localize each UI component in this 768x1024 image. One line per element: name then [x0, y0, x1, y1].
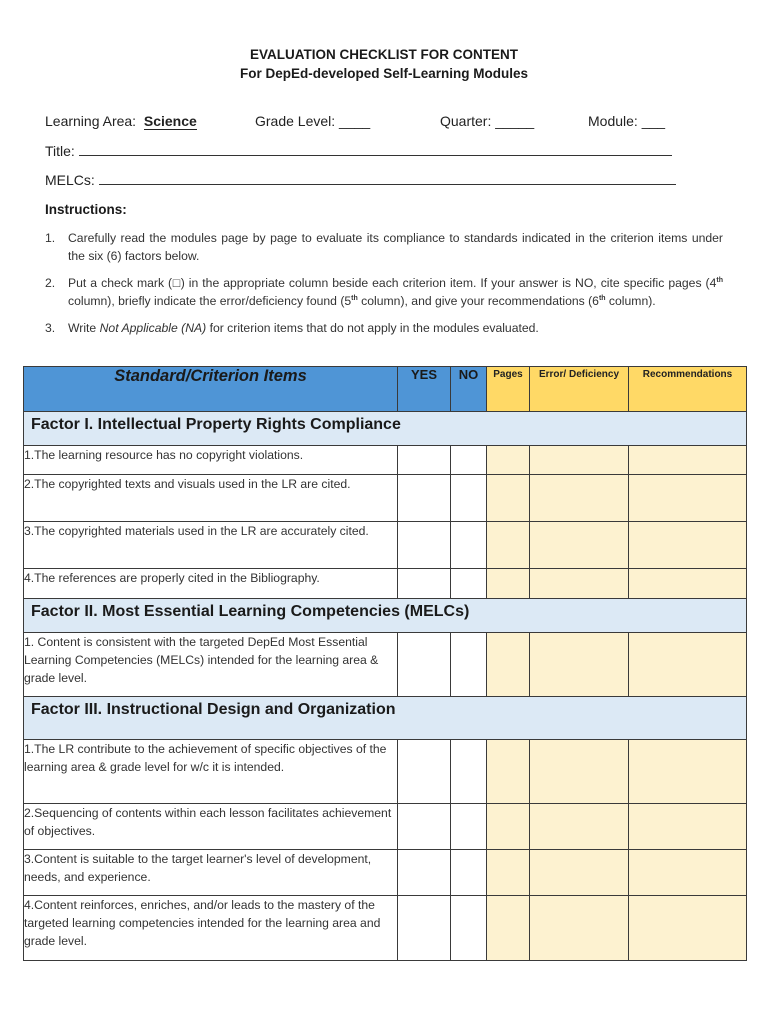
header-pages: Pages	[487, 367, 530, 412]
error-cell[interactable]	[530, 740, 629, 804]
recommendations-cell[interactable]	[629, 804, 747, 850]
melcs-blank-line	[99, 172, 676, 185]
pages-cell[interactable]	[487, 804, 530, 850]
pages-cell[interactable]	[487, 522, 530, 569]
title-field	[45, 143, 672, 159]
criterion-text: 1. Content is consistent with the targeted DepEd Most Essential Learning Competencies (MELCs) intended for the learning area & grade level.	[24, 633, 398, 697]
no-checkbox-cell[interactable]	[451, 522, 487, 569]
error-cell[interactable]	[530, 475, 629, 522]
table-row	[24, 522, 747, 569]
no-checkbox-cell[interactable]	[451, 633, 487, 697]
criterion-text: 3.Content is suitable to the target learner's level of development, needs, and experience.	[24, 850, 398, 896]
instruction-text-post: for criterion items that do not apply in the modules evaluated.	[206, 321, 539, 335]
yes-checkbox-cell[interactable]	[398, 569, 451, 599]
pages-cell[interactable]	[487, 850, 530, 896]
no-checkbox-cell[interactable]	[451, 446, 487, 475]
table-row	[24, 475, 747, 522]
instruction-number: 1.	[45, 231, 56, 245]
module-field: Module: ___	[588, 113, 666, 129]
criterion-text: 2.Sequencing of contents within each lesson facilitates achievement of objectives.	[24, 804, 398, 850]
no-checkbox-cell[interactable]	[451, 804, 487, 850]
error-cell[interactable]	[530, 522, 629, 569]
yes-checkbox-cell[interactable]	[398, 804, 451, 850]
yes-checkbox-cell[interactable]	[398, 522, 451, 569]
error-cell[interactable]	[530, 804, 629, 850]
superscript: th	[716, 276, 723, 284]
instruction-item	[45, 319, 723, 337]
pages-cell[interactable]	[487, 740, 530, 804]
instruction-item	[45, 274, 723, 310]
table-row	[24, 850, 747, 896]
recommendations-cell[interactable]	[629, 569, 747, 599]
criterion-text: 3.The copyrighted materials used in the LR are accurately cited.	[24, 522, 398, 569]
table-row	[24, 804, 747, 850]
factor-row	[24, 599, 747, 633]
recommendations-cell[interactable]	[629, 475, 747, 522]
criterion-text: 1.The learning resource has no copyright violations.	[24, 446, 398, 475]
recommendations-cell[interactable]	[629, 740, 747, 804]
table-row	[24, 896, 747, 961]
error-cell[interactable]	[530, 446, 629, 475]
recommendations-cell[interactable]	[629, 633, 747, 697]
error-cell[interactable]	[530, 850, 629, 896]
instruction-emphasis: Not Applicable (NA)	[99, 321, 207, 335]
pages-cell[interactable]	[487, 633, 530, 697]
header-recommendations: Recommendations	[629, 367, 747, 412]
recommendations-cell[interactable]	[629, 896, 747, 961]
factor-title: Factor III. Instructional Design and Organization	[24, 697, 747, 740]
instructions-heading: Instructions:	[45, 202, 127, 217]
yes-checkbox-cell[interactable]	[398, 633, 451, 697]
table-row	[24, 569, 747, 599]
instruction-number: 3.	[45, 321, 56, 335]
no-checkbox-cell[interactable]	[451, 569, 487, 599]
factor-row	[24, 412, 747, 446]
instructions-list	[45, 229, 723, 346]
instruction-item	[45, 229, 723, 265]
table-header-row	[24, 367, 747, 412]
no-checkbox-cell[interactable]	[451, 896, 487, 961]
yes-checkbox-cell[interactable]	[398, 740, 451, 804]
pages-cell[interactable]	[487, 896, 530, 961]
instruction-text-a: Put a check mark (□) in the appropriate column beside each criterion item. If your answer is NO, cite specific pages (4	[68, 276, 717, 290]
header-yes: YES	[398, 367, 451, 412]
melcs-label: MELCs:	[45, 172, 95, 188]
factor-title: Factor II. Most Essential Learning Competencies (MELCs)	[24, 599, 747, 633]
criterion-text: 4.The references are properly cited in the Bibliography.	[24, 569, 398, 599]
recommendations-cell[interactable]	[629, 850, 747, 896]
error-cell[interactable]	[530, 633, 629, 697]
title-blank-line	[79, 143, 672, 156]
yes-checkbox-cell[interactable]	[398, 850, 451, 896]
table-row	[24, 740, 747, 804]
document-title: EVALUATION CHECKLIST FOR CONTENT	[250, 47, 518, 62]
no-checkbox-cell[interactable]	[451, 475, 487, 522]
document-subtitle: For DepEd-developed Self-Learning Modules	[239, 66, 529, 81]
criterion-text: 4.Content reinforces, enriches, and/or leads to the mastery of the targeted learning competencies intended for the learning area and grade level.	[24, 896, 398, 961]
criterion-text: 1.The LR contribute to the achievement of specific objectives of the learning area & grade level for w/c it is intended.	[24, 740, 398, 804]
instruction-text-c: column), and give your recommendations (6	[357, 294, 599, 308]
recommendations-cell[interactable]	[629, 446, 747, 475]
pages-cell[interactable]	[487, 446, 530, 475]
yes-checkbox-cell[interactable]	[398, 446, 451, 475]
yes-checkbox-cell[interactable]	[398, 896, 451, 961]
evaluation-table	[23, 366, 747, 961]
superscript: th	[351, 294, 358, 302]
yes-checkbox-cell[interactable]	[398, 475, 451, 522]
table-row	[24, 446, 747, 475]
learning-area-label: Learning Area:	[45, 113, 137, 129]
table-row	[24, 633, 747, 697]
error-cell[interactable]	[530, 896, 629, 961]
learning-area-value: Science	[143, 113, 197, 129]
pages-cell[interactable]	[487, 569, 530, 599]
header-error-deficiency: Error/ Deficiency	[530, 367, 629, 412]
recommendations-cell[interactable]	[629, 522, 747, 569]
factor-title: Factor I. Intellectual Property Rights Compliance	[24, 412, 747, 446]
instruction-text-pre: Write	[68, 321, 100, 335]
error-cell[interactable]	[530, 569, 629, 599]
pages-cell[interactable]	[487, 475, 530, 522]
melcs-field	[45, 172, 676, 188]
header-no: NO	[451, 367, 487, 412]
instruction-text: Carefully read the modules page by page to evaluate its compliance to standards indicated in the criterion items under the six (6) factors below.	[68, 231, 723, 263]
factor-row	[24, 697, 747, 740]
learning-area-field	[45, 113, 197, 130]
superscript: th	[598, 294, 606, 302]
criterion-text: 2.The copyrighted texts and visuals used in the LR are cited.	[24, 475, 398, 522]
instruction-text-d: column).	[605, 294, 656, 308]
grade-level-field: Grade Level: ____	[255, 113, 371, 129]
instruction-number: 2.	[45, 276, 56, 290]
no-checkbox-cell[interactable]	[451, 850, 487, 896]
title-label: Title:	[45, 143, 75, 159]
no-checkbox-cell[interactable]	[451, 740, 487, 804]
header-standard: Standard/Criterion Items	[24, 367, 398, 412]
quarter-field: Quarter: _____	[440, 113, 535, 129]
instruction-text-b: column), briefly indicate the error/deficiency found (5	[68, 294, 352, 308]
